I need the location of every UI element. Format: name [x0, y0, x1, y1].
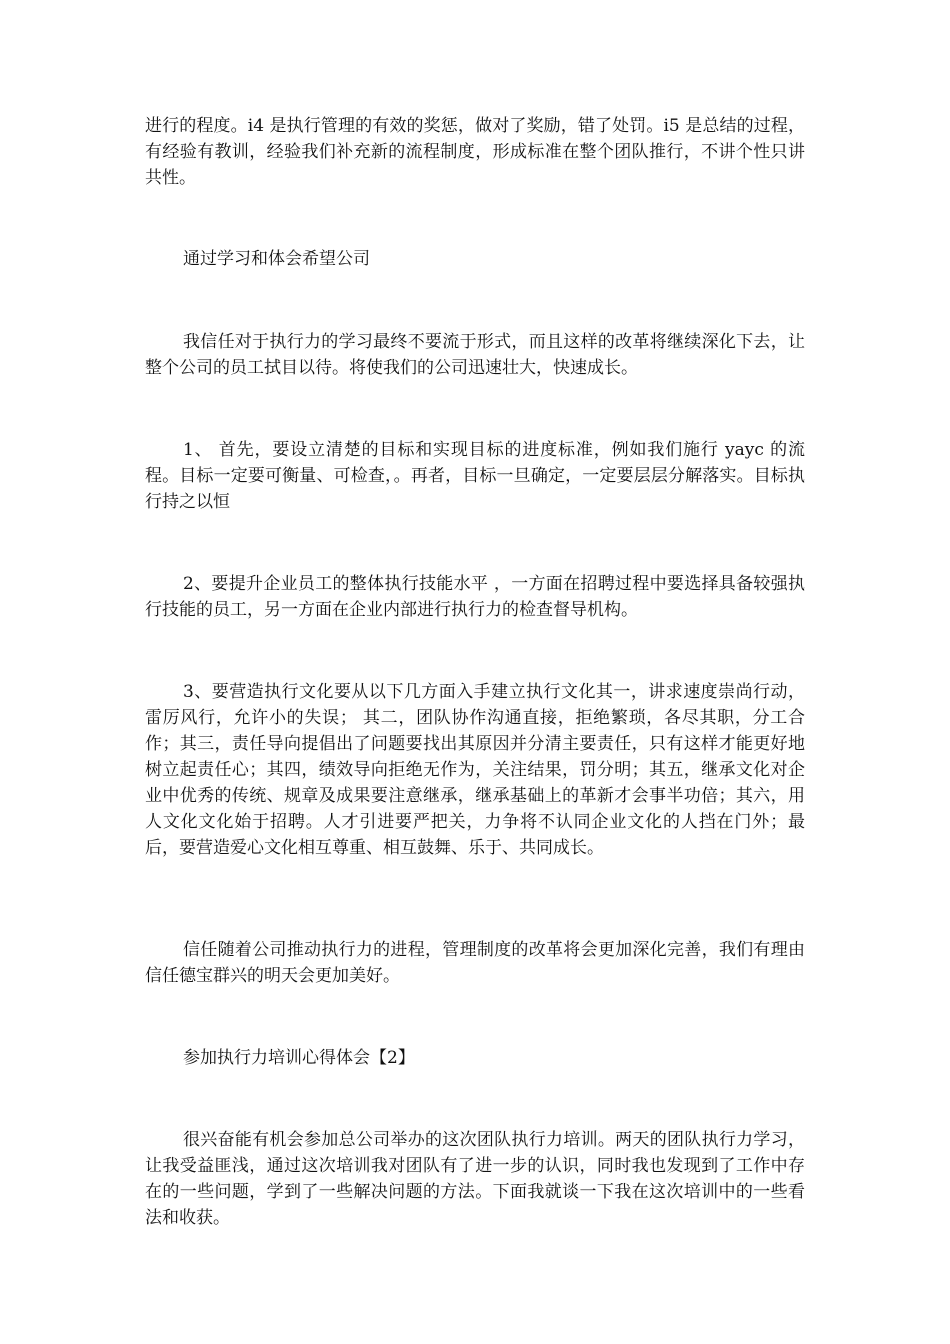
paragraph-conclusion: 信任随着公司推动执行力的进程，管理制度的改革将会更加深化完善，我们有理由信任德宝群兴的明天会更加美好。	[145, 940, 805, 986]
paragraph-point-2: 2、要提升企业员工的整体执行技能水平 ，一方面在招聘过程中要选择具备较强执行技能的员工，另一方面在企业内部进行执行力的检查督导机构。	[145, 574, 805, 620]
paragraph-training-intro: 很兴奋能有机会参加总公司举办的这次团队执行力培训。两天的团队执行力学习，让我受益匪浅，通过这次培训我对团队有了进一步的认识，同时我也发现到了工作中存在的一些问题，学到了一些解决问题的方法。下面我就谈一下我在这次培训中的一些看法和收获。	[145, 1130, 805, 1228]
paragraph-continuation: 进行的程度。i4 是执行管理的有效的奖惩，做对了奖励，错了处罚。i5 是总结的过程，有经验有教训，经验我们补充新的流程制度，形成标准在整个团队推行，不讲个性只讲共性。	[145, 116, 805, 188]
paragraph-point-3: 3、要营造执行文化要从以下几方面入手建立执行文化其一，讲求速度崇尚行动，雷厉风行，允许小的失误； 其二，团队协作沟通直接，拒绝繁琐，各尽其职，分工合作；其三，责任导向提倡出了问题要找出其原因并分清主要责任，只有这样才能更好地树立起责任心；其四，绩效导向拒绝无作为，关注结果，罚分明；其五，继承文化对企业中优秀的传统、规章及成果要注意继承，继承基础上的革新才会事半功倍；其六，用人文化文化始于招聘。人才引进要严把关，力争将不认同企业文化的人挡在门外；最后，要营造爱心文化相互尊重、相互鼓舞、乐于、共同成长。	[145, 682, 805, 858]
section-heading-hope: 通过学习和体会希望公司	[183, 249, 370, 269]
section-heading-part-2: 参加执行力培训心得体会【2】	[183, 1048, 415, 1068]
paragraph-point-1: 1、 首先，要设立清楚的目标和实现目标的进度标准，例如我们施行 yayc 的流程。目标一定要可衡量、可检查，。再者，目标一旦确定，一定要层层分解落实。目标执行持之以恒	[145, 440, 805, 512]
paragraph-trust-learning: 我信任对于执行力的学习最终不要流于形式，而且这样的改革将继续深化下去，让整个公司的员工拭目以待。将使我们的公司迅速壮大，快速成长。	[145, 332, 805, 378]
